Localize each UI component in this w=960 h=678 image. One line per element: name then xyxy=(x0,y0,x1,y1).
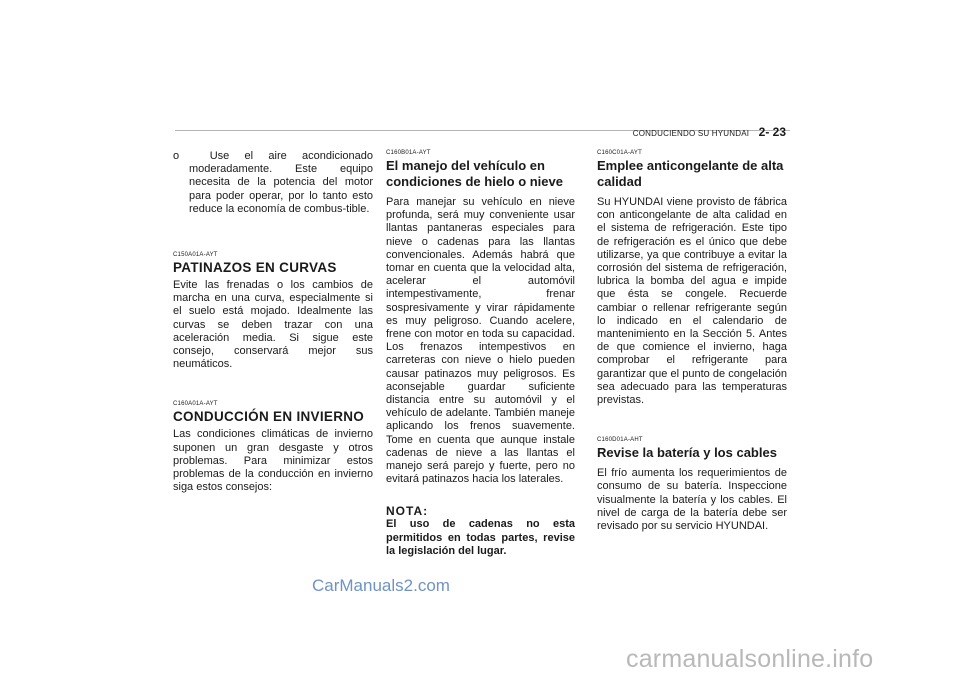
section-antifreeze xyxy=(597,150,787,407)
column-right xyxy=(597,150,787,533)
section-title: CONDUCIENDO SU HYUNDAI xyxy=(632,129,750,138)
note-text: El uso de cadenas no esta permitidos en todas partes, revise la legislación del lugar. xyxy=(386,518,575,557)
section-code: C160A01A-AYT xyxy=(173,401,218,408)
section-skid-curves xyxy=(173,252,373,371)
page-header xyxy=(633,123,786,141)
bullet-marker: o xyxy=(173,150,180,162)
section-winter-driving xyxy=(173,401,373,494)
column-middle xyxy=(386,150,575,558)
section-body: Las condiciones climáticas de invierno suponen un gran desgaste y otros problemas. Para minimizar estos problemas de la conducción en invierno siga estos consejos: xyxy=(173,428,373,494)
bullet-item xyxy=(173,150,373,216)
watermark-carmanualsonline: carmanualsonline.info xyxy=(626,645,874,673)
section-heading: CONDUCCIÓN EN INVIERNO xyxy=(173,409,365,425)
section-body: Para manejar su vehículo en nieve profunda, será muy conveniente usar llantas pantaneras especiales para nieve o cadenas para las llantas convencionales. Además habrá que tomar en cuenta que la velocidad alta, acelerar el automóvil intempestivamente, frenar sospresivamente y virar rápidamente es muy peligroso. Cuando acelere, frene con motor en toda su capacidad. Los frenazos intempestivos en carreteras con nieve o hielo pueden causar patinazos muy peligrosos. Es aconsejable guardar suficiente distancia entre su automóvil y el vehículo de adelante. También maneje aplicando los frenos suavemente. Tome en cuenta que aunque instale cadenas de nieve a las llantas el manejo será parejo y fuerte, pero no evitará patinazos hacia los laterales. xyxy=(386,196,575,486)
section-code: C160C01A-AYT xyxy=(597,150,642,156)
page-number: 2- 23 xyxy=(758,125,786,139)
section-body: Evite las frenadas o los cambios de marcha en una curva, especialmente si el suelo está mojado. Idealmente las curvas se deben trazar con una aceleración media. Si sigue este consejo, conservará mejor sus neumáticos. xyxy=(173,279,373,371)
section-body: Su HYUNDAI viene provisto de fábrica con anticongelante de alta calidad en el sistema de refrigeración. Este tipo de refrigeración es el único que debe utilizarse, ya que contribuye a evitar la corrosión del sistema de refrigeración, lubrica la bomba del agua e impide que ésta se congele. Recuerde cambiar o rellenar refrigerante según lo indicado en el calendario de mantenimiento en la Sección 5. Antes de que comience el invierno, haga comprobar el refrigerante para garantizar que el punto de congelación sea adecuado para las temperaturas previstas. xyxy=(597,196,787,407)
section-code: C160D01A-AHT xyxy=(597,437,643,444)
section-code: C150A01A-AYT xyxy=(173,252,218,259)
watermark-carmanuals2: CarManuals2.com xyxy=(312,576,450,595)
section-code: C160B01A-AYT xyxy=(386,150,431,156)
section-heading: PATINAZOS EN CURVAS xyxy=(173,260,337,276)
column-left xyxy=(173,150,373,494)
section-body: El frío aumenta los requerimientos de consumo de su batería. Inspeccione visualmente la batería y los cables. El nivel de carga de la batería debe ser revisado por su servicio HYUNDAI. xyxy=(597,467,787,533)
section-heading: Revise la batería y los cables xyxy=(597,445,777,461)
section-battery xyxy=(597,437,787,533)
bullet-text: Use el aire acondicionado moderadamente. Este equipo necesita de la potencia del motor para poder operar, por lo tanto esto reduce la economía de combus-tible. xyxy=(189,150,373,215)
section-heading: Emplee anticongelante de alta calidad xyxy=(597,158,784,189)
section-heading: El manejo del vehículo en condiciones de hielo o nieve xyxy=(386,158,563,189)
note-label: NOTA: xyxy=(386,504,429,519)
